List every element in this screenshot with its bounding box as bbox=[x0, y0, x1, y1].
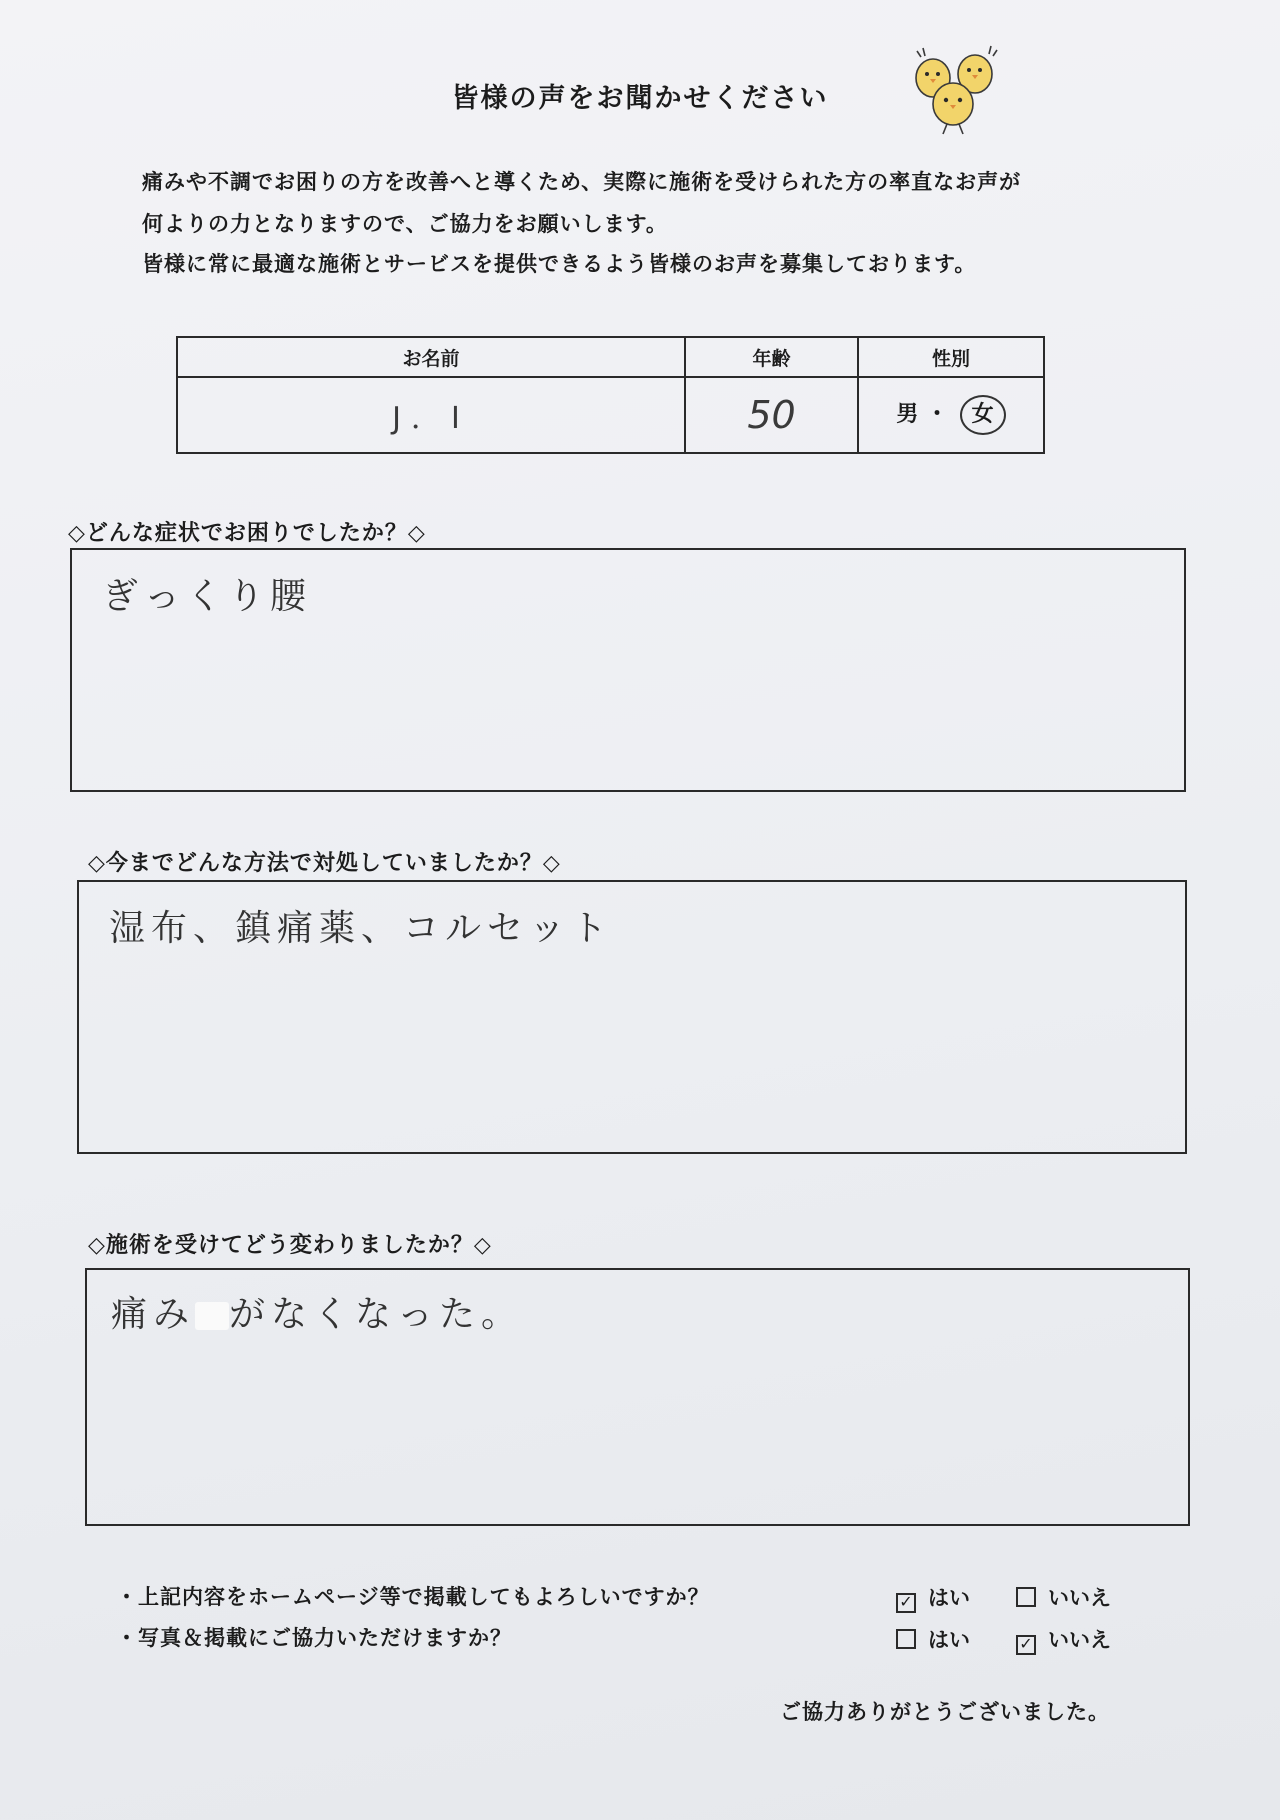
check-mark-icon: ✓ bbox=[899, 1592, 913, 1611]
consent-2-yes-checkbox[interactable] bbox=[896, 1629, 916, 1649]
question-3-answer-start: 痛み bbox=[111, 1294, 196, 1335]
question-3-answer-box[interactable] bbox=[85, 1268, 1190, 1526]
question-2-answer-box[interactable] bbox=[77, 880, 1187, 1154]
correction-tape-mark bbox=[195, 1302, 229, 1330]
age-header: 年齢 bbox=[685, 337, 858, 377]
consent-2-yes-option[interactable] bbox=[896, 1624, 970, 1654]
consent-1-no-label: いいえ bbox=[1048, 1586, 1111, 1610]
consent-2-no-checkbox[interactable] bbox=[1016, 1635, 1036, 1655]
intro-line-1: 痛みや不調でお困りの方を改善へと導くため、実際に施術を受けられた方の率直なお声が bbox=[142, 170, 1022, 194]
name-value: J．I bbox=[392, 401, 470, 436]
question-3-answer-end: がなくなった。 bbox=[229, 1294, 524, 1335]
consent-2-yes-label: はい bbox=[928, 1628, 970, 1652]
age-value: 50 bbox=[747, 393, 796, 437]
consent-2-no-option[interactable] bbox=[1016, 1624, 1111, 1655]
consent-question-1: ・上記内容をホームページ等で掲載してもよろしいですか？ bbox=[116, 1585, 710, 1609]
question-2-heading: ◇今までどんな方法で対処していましたか？◇ bbox=[88, 851, 561, 876]
age-cell[interactable] bbox=[685, 377, 858, 453]
consent-question-2: ・写真＆掲載にご協力いただけますか？ bbox=[116, 1626, 512, 1650]
page-title: 皆様の声をお聞かせください bbox=[451, 83, 829, 114]
intro-line-3: 皆様に常に最適な施術とサービスを提供できるよう皆様のお声を募集しております。 bbox=[142, 252, 977, 276]
intro-line-2: 何よりの力となりますので、ご協力をお願いします。 bbox=[142, 212, 668, 236]
question-1-answer: ぎっくり腰 bbox=[102, 576, 313, 617]
consent-1-no-option[interactable] bbox=[1016, 1582, 1111, 1612]
name-header: お名前 bbox=[177, 337, 685, 377]
sex-cell[interactable] bbox=[858, 377, 1044, 453]
sex-option-male[interactable]: 男 bbox=[896, 402, 919, 427]
sex-separator: ・ bbox=[926, 402, 949, 427]
chick-mascot-icon bbox=[905, 42, 1005, 138]
consent-1-yes-checkbox[interactable] bbox=[896, 1593, 916, 1613]
consent-2-no-label: いいえ bbox=[1048, 1628, 1111, 1652]
consent-1-yes-label: はい bbox=[928, 1586, 970, 1610]
thanks-message: ご協力ありがとうございました。 bbox=[780, 1700, 1110, 1724]
sex-header: 性別 bbox=[858, 337, 1044, 377]
info-table bbox=[176, 336, 1045, 454]
question-3-heading: ◇施術を受けてどう変わりましたか？◇ bbox=[88, 1233, 492, 1258]
question-3-answer bbox=[111, 1286, 523, 1337]
sex-option-female[interactable]: 女 bbox=[960, 395, 1006, 435]
check-mark-icon: ✓ bbox=[1019, 1634, 1033, 1653]
name-cell[interactable] bbox=[177, 377, 685, 453]
consent-1-yes-option[interactable] bbox=[896, 1582, 970, 1613]
question-1-answer-box[interactable] bbox=[70, 548, 1186, 792]
question-2-answer: 湿布、鎮痛薬、コルセット bbox=[109, 908, 614, 949]
consent-1-no-checkbox[interactable] bbox=[1016, 1587, 1036, 1607]
question-1-heading: ◇どんな症状でお困りでしたか？◇ bbox=[68, 521, 426, 546]
